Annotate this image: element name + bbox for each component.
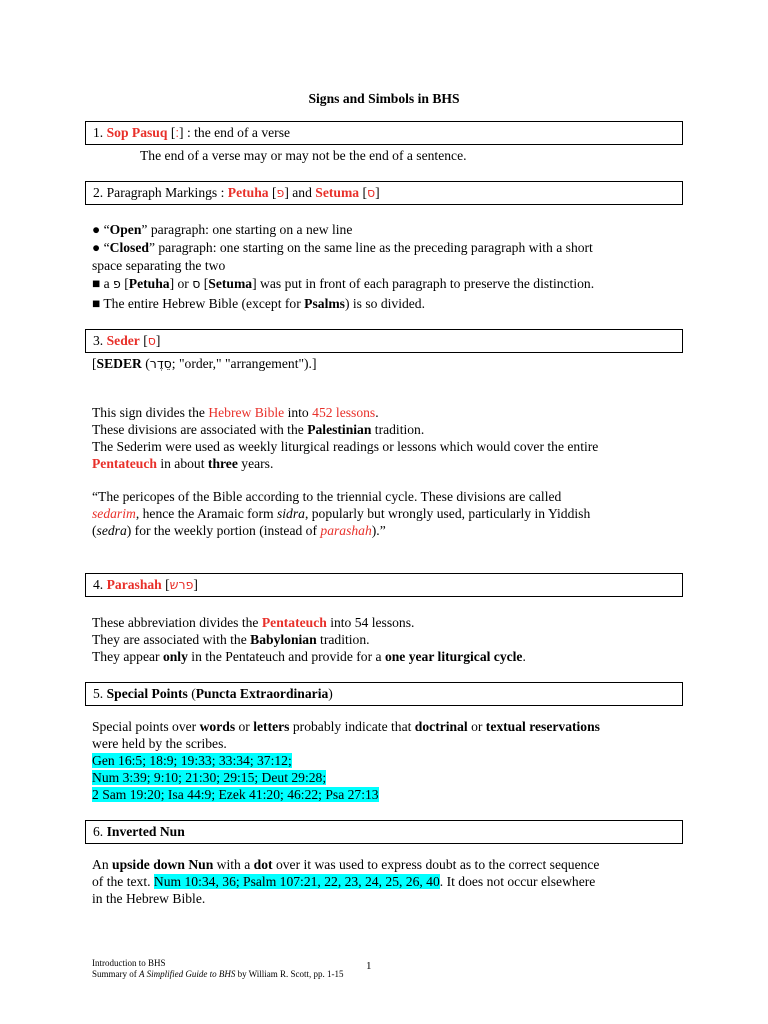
section-4-heading: 4. Parashah [פרש] [85,573,683,597]
bullet-closed: ● “Closed” paragraph: one starting on the same line as the preceding paragraph with a short [92,240,593,255]
parashah-paragraph-3: They appear only in the Pentateuch and provide for a one year liturgical cycle. [92,649,526,664]
inverted-nun-paragraph-3: in the Hebrew Bible. [92,891,206,906]
setuma-sign: ס [367,185,376,200]
reference-line: Num 3:39; 9:10; 21:30; 29:15; Deut 29:28; [92,770,327,785]
seder-sign: ס [147,333,156,348]
section-5-heading: 5. Special Points (Puncta Extraordinaria) [85,682,683,706]
seder-etymology: [SEDER (סֵדֶר; "order," "arrangement").] [92,356,317,371]
quote-line-3: (sedra) for the weekly portion (instead of parashah).” [92,523,386,538]
reference-line: Gen 16:5; 18:9; 19:33; 33:34; 37:12; [92,753,292,768]
page-title: Signs and Simbols in BHS [308,91,460,106]
quote-line-2: sedarim, hence the Aramaic form sidra, popularly but wrongly used, particularly in Yiddish [92,506,591,521]
parashah-paragraph-2: They are associated with the Babylonian tradition. [92,632,370,647]
page-number: 1 [366,960,372,972]
bullet-markers: ■ a פ [Petuha] or ס [Setuma] was put in front of each paragraph to preserve the distinction. [92,276,595,291]
parashah-sign: פרש [169,577,194,592]
petuha-sign: פ [276,185,285,200]
inverted-nun-paragraph-2: of the text. Num 10:34, 36; Psalm 107:21, 22, 23, 24, 25, 26, 40. It does not occur elsewhere [92,874,596,889]
inverted-nun-paragraph-1: An upside down Nun with a dot over it was used to express doubt as to the correct sequence [92,857,600,872]
footer-line-2: Summary of A Simplified Guide to BHS by William R. Scott, pp. 1-15 [92,969,344,979]
bullet-open: ● “Open” paragraph: one starting on a new line [92,222,353,237]
seder-paragraph-1: This sign divides the Hebrew Bible into 452 lessons. [92,405,379,420]
sop-pasuq-sign: ׃ [175,125,180,140]
footer-line-1: Introduction to BHS [92,958,166,968]
parashah-paragraph-1: These abbreviation divides the Pentateuch into 54 lessons. [92,615,415,630]
quote-line-1: “The pericopes of the Bible according to the triennial cycle. These divisions are called [92,489,562,504]
sop-pasuq-term: Sop Pasuq [106,125,168,140]
section-2-heading: 2. Paragraph Markings : Petuha [פ] and Setuma [ס] [85,181,683,205]
section-1-heading: 1. Sop Pasuq [׃] : the end of a verse [85,121,683,145]
bullet-psalms: ■ The entire Hebrew Bible (except for Psalms) is so divided. [92,296,426,311]
special-points-paragraph-2: were held by the scribes. [92,736,227,751]
seder-paragraph-4: Pentateuch in about three years. [92,456,274,471]
section-3-heading: 3. Seder [ס] [85,329,683,353]
section-1-text: The end of a verse may or may not be the end of a sentence. [140,148,467,163]
seder-paragraph-2: These divisions are associated with the Palestinian tradition. [92,422,425,437]
bullet-closed-cont: space separating the two [92,258,226,273]
seder-paragraph-3: The Sederim were used as weekly liturgical readings or lessons which would cover the entire [92,439,599,454]
section-6-heading: 6. Inverted Nun [85,820,683,844]
reference-line: 2 Sam 19:20; Isa 44:9; Ezek 41:20; 46:22; Psa 27:13 [92,787,379,802]
special-points-paragraph-1: Special points over words or letters probably indicate that doctrinal or textual reservations [92,719,600,734]
